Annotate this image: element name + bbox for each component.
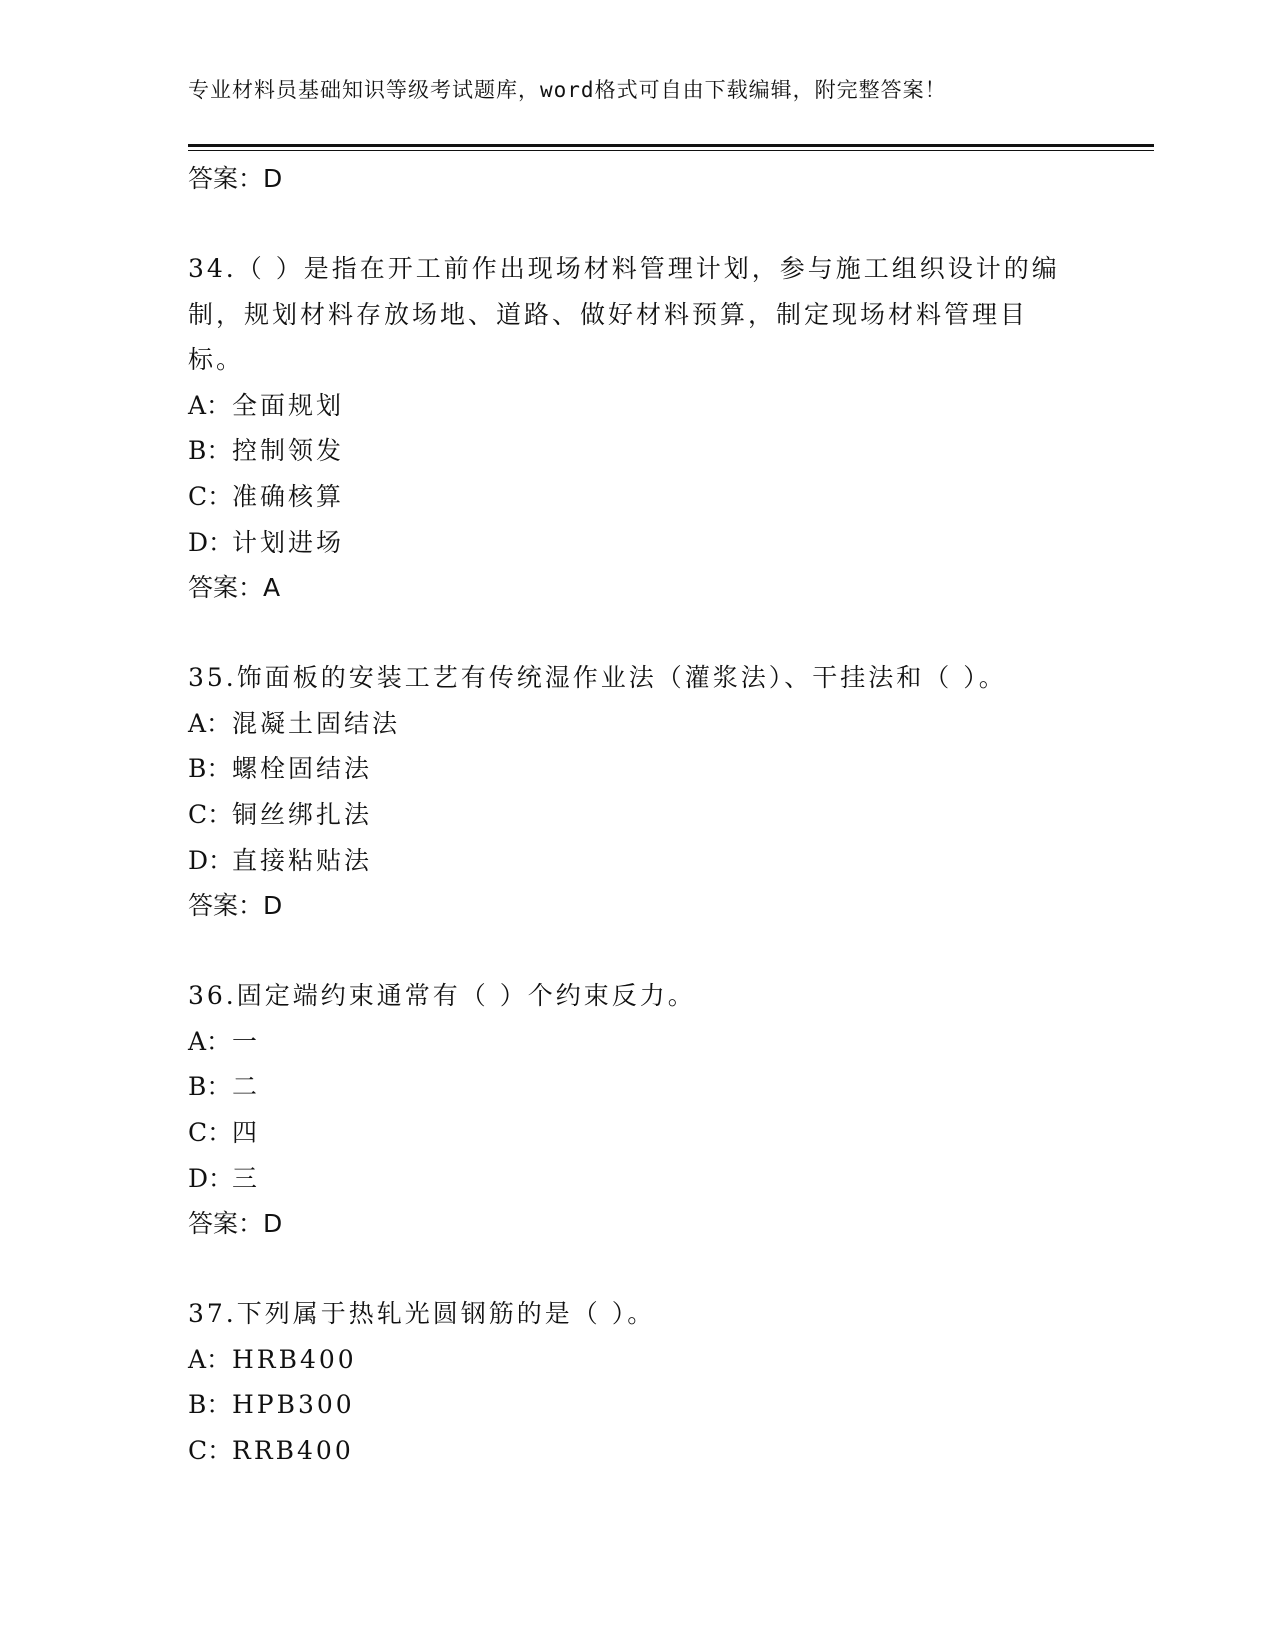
- option-a: [188, 701, 1068, 747]
- option-key: B：: [188, 1390, 232, 1420]
- spacer: [188, 202, 1068, 246]
- option-text: 直接粘贴法: [232, 845, 373, 875]
- header-divider-thin: [188, 150, 1154, 151]
- question-stem: 34.（ ）是指在开工前作出现场材料管理计划，参与施工组织设计的编制，规划材料存放场地、道路、做好材料预算，制定现场材料管理目标。: [188, 254, 1060, 375]
- document-header: 专业材料员基础知识等级考试题库，word格式可自由下载编辑，附完整答案！: [188, 78, 947, 102]
- option-key: C：: [188, 1435, 233, 1465]
- answer-line: 答案：D: [188, 1209, 283, 1239]
- question-block: [188, 655, 1068, 929]
- option-b: [188, 1382, 1068, 1428]
- option-key: A：: [188, 1026, 232, 1056]
- question-stem: 35.饰面板的安装工艺有传统湿作业法（灌浆法）、干挂法和（ ）。: [188, 663, 1007, 693]
- option-b: [188, 746, 1068, 792]
- header-divider-thick: [188, 144, 1154, 147]
- answer-line: 答案：D: [188, 891, 283, 921]
- option-key: D：: [188, 845, 234, 875]
- option-key: B：: [188, 436, 232, 466]
- option-key: C：: [188, 481, 233, 511]
- option-d: [188, 520, 1068, 566]
- option-text: 四: [232, 1117, 261, 1147]
- option-key: A：: [188, 1344, 232, 1374]
- option-text: 二: [232, 1072, 261, 1102]
- option-a: [188, 1019, 1068, 1065]
- question-block: [188, 973, 1068, 1247]
- question-stem: 37.下列属于热轧光圆钢筋的是（ ）。: [188, 1299, 656, 1329]
- option-key: D：: [188, 1163, 234, 1193]
- option-key: A：: [188, 708, 232, 738]
- option-text: 准确核算: [232, 481, 345, 511]
- option-text: HPB300: [232, 1390, 355, 1420]
- option-key: B：: [188, 754, 232, 784]
- spacer: [188, 929, 1068, 973]
- option-text: 一: [232, 1026, 261, 1056]
- option-b: [188, 1064, 1068, 1110]
- spacer: [188, 1247, 1068, 1291]
- option-a: [188, 1337, 1068, 1383]
- option-d: [188, 1156, 1068, 1202]
- option-key: B：: [188, 1072, 232, 1102]
- option-text: 控制领发: [232, 436, 345, 466]
- option-key: C：: [188, 799, 233, 829]
- option-key: A：: [188, 390, 232, 420]
- spacer: [188, 611, 1068, 655]
- option-text: 螺栓固结法: [232, 754, 373, 784]
- option-text: 计划进场: [232, 527, 345, 557]
- option-text: 全面规划: [232, 390, 345, 420]
- option-a: [188, 383, 1068, 429]
- option-key: C：: [188, 1117, 233, 1147]
- option-text: RRB400: [232, 1435, 354, 1465]
- option-b: [188, 428, 1068, 474]
- previous-answer: 答案：D: [188, 164, 283, 193]
- option-text: 混凝土固结法: [232, 708, 401, 738]
- option-c: [188, 1428, 1068, 1474]
- question-block: [188, 246, 1068, 611]
- question-stem: 36.固定端约束通常有（ ）个约束反力。: [188, 981, 696, 1011]
- question-block: [188, 1291, 1068, 1473]
- option-c: [188, 474, 1068, 520]
- option-c: [188, 1110, 1068, 1156]
- question-list: [188, 156, 1068, 1473]
- option-key: D：: [188, 527, 234, 557]
- answer-line: 答案：A: [188, 573, 281, 603]
- option-text: HRB400: [232, 1344, 357, 1374]
- option-text: 铜丝绑扎法: [232, 799, 373, 829]
- option-d: [188, 838, 1068, 884]
- option-c: [188, 792, 1068, 838]
- option-text: 三: [232, 1163, 261, 1193]
